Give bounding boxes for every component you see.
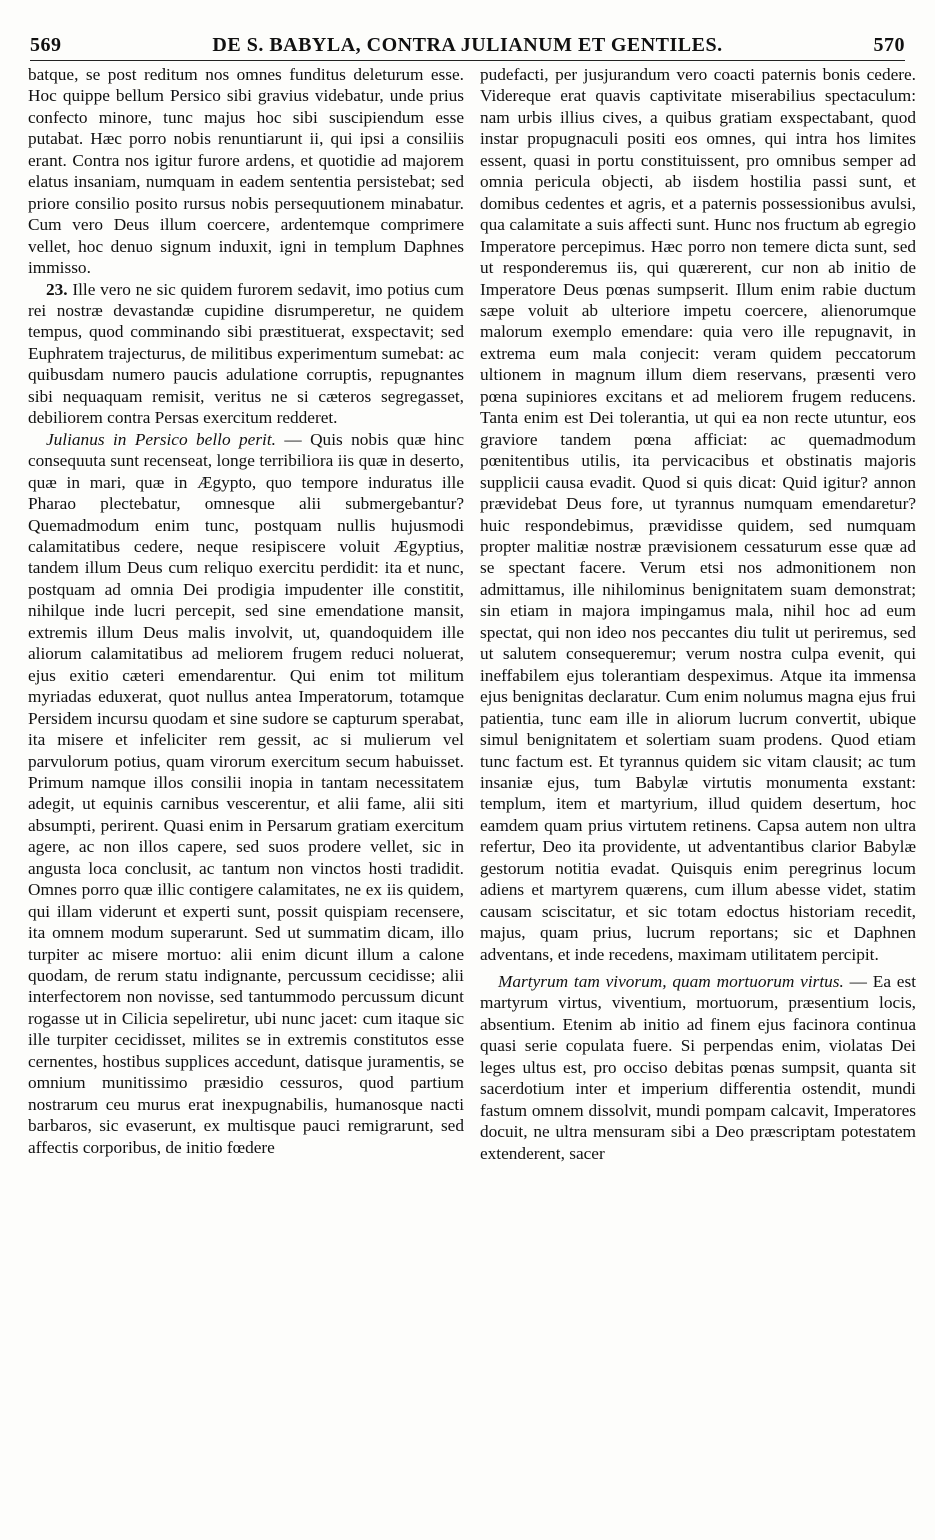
running-head bbox=[30, 34, 905, 61]
right-column bbox=[480, 64, 916, 1524]
left-paragraph-2-text: Ille vero ne sic quidem furorem sedavit, imo potius cum rei nostræ devastandæ cupidine disrumperetur, ne quidem tempus, quod comminando sibi præstituerat, exspectavit; sed Euphratem trajecturus, de militibus experimentum sumebat: ac quibusdam numero paucis adulatione corruptis, repugnantes sibi nequaquam remisit, veritus ne si cæteros segregasset, debiliorem contra Persas exercitum redderet. bbox=[28, 279, 464, 428]
running-title: DE S. BABYLA, CONTRA JULIANUM ET GENTILES. bbox=[212, 34, 723, 56]
right-paragraph-1: pudefacti, per jusjurandum vero coacti paternis bonis cedere. Videreque erat quavis captivitate miserabilius spectaculum: nam urbis illius cives, a quibus gratiam exspectabant, quod instar propugnaculi positi eos omnes, qui intra hos limites essent, quasi in portu constituissent, pro omnibus semper ad omnia pericula objecti, ab iisdem hostilia passi sunt, et domibus cedentes et agris, et a paternis possessionibus avulsi, qua calamitate a suis affecti sunt. Hunc nos fructum ab egregio Imperatore percepimus. Hæc porro non temere dicta sunt, sed ut responderemus iis, qui quærerent, cur non ab initio de Imperatore Deus pœnas sumpserit. Illum enim rabie ductum sæpe voluit ab ulteriore impetu coercere, alienorumque malorum exemplo emendare: quia vero ille repugnavit, in extrema eum mala conjecit: veram quidem peccatorum ultionem in magnum illum diem reservans, præsenti vero pœna supiniores excitans et ad meliorem frugem reducens. Tanta enim est Dei tolerantia, ut qui ea non recte utuntur, eos graviore tandem pœna afficiat: ac quemadmodum pœnitentibus utilis, ita pervicacibus et obstinatis majoris supplicii causa evadit. Quod si quis dicat: Quid igitur? annon prævidebat Deus fore, ut tyrannus numquam emendaretur? huic respondebimus, prævidisse quidem, sed numquam propter malitiæ nostræ prævisionem cessaturum esse quæ ad se spectant facere. Verum etsi nos admonitionem non admittamus, ille nihilominus benignitatem suam demonstrat; sin etiam in majora impingamus mala, nihil hoc ad eum spectat, qui non ideo nos peccantes diu tulit ut periremus, sed ut salutem consequeremur; verum nostra culpa evenit, qui ineffabilem ejus tolerantiam despeximus. Atque ita immensa ejus benignitas declaratur. Cum enim nolumus magna ejus frui patientia, tunc eam ille in aliorum lucrum convertit, ubique simul benignitatem et solertiam suam prodens. Quod etiam tunc factum est. Et tyrannus quidem sic vitam clausit; ac tum insaniæ ejus, tum Babylæ virtutis monumenta exstant: templum, item et martyrium, illud quidem desertum, hoc eamdem quam prius virtutem retinens. Capsa autem non ultra refertur, Deo ita providente, ut adventantibus clarior Babylæ gestorum notitia evadat. Quisquis enim peregrinus locum adiens et martyrem quærens, cum illum abesse videt, statim causam sciscitatur, et sic totam edoctus historiam recedit, majus, quam prius, lucrum reportans; sic et Daphnen adventans, et inde recedens, maximam utilitatem percipit. bbox=[480, 65, 916, 964]
left-column bbox=[28, 64, 464, 1524]
marginal-heading-julianus: Julianus in Persico bello perit. bbox=[46, 429, 276, 449]
right-paragraph-2-text: — Ea est martyrum virtus, viventium, mortuorum, præsentium locis, absentium. Etenim ab initio ad finem ejus facinora continua quasi serie copulata fuere. Si perpendas enim, violatas Dei leges ultus est, pro occiso debitas pœnas sumpsit, quanta sit sacerdotium inter et imperium differentia ostendit, mundi fastum omnem dissolvit, mundi pompam calcavit, Imperatores docuit, ne ultra mensuram sibi a Deo præscriptam potestatem extenderent, sacer bbox=[480, 972, 916, 1163]
right-paragraph-2 bbox=[480, 971, 916, 1164]
marginal-heading-martyrum: Martyrum tam vivorum, quam mortuorum virtus. bbox=[498, 972, 844, 992]
page-number-left: 569 bbox=[30, 34, 62, 56]
section-number: 23. bbox=[46, 279, 68, 299]
left-paragraph-3 bbox=[28, 429, 464, 1158]
left-paragraph-3-text: — Quis nobis quæ hinc consequuta sunt recenseat, longe terribiliora iis quæ in deserto, quæ in mari, quæ in Ægypto, quo tempore induratus ille Pharao plectebatur, omnesque alii submergebantur? Quemadmodum enim tunc, postquam nullis hujusmodi calamitatibus cedere, neque resipiscere voluit Ægyptius, tandem illum Deus cum reliquo exercitu perdidit: ita et nunc, postquam ad omnia Dei prodigia impudenter ille constitit, nihilque inde lucri percepit, sed sine emendatione mansit, extremis illum Deus malis involvit, ut, quandoquidem ille aliorum calamitatibus ad meliorem frugem reduci noluerat, ejus exitio cæteri emendarentur. Qui enim tot militum myriadas eduxerat, quot nullus antea Imperatorum, totamque Persidem incursu quodam et sine sudore se capturum sperabat, ita misere et infeliciter rem gessit, ac si mulierum vel parvulorum potius, quam virorum exercitum secum habuisset. Primum namque illos consilii inopia in tantam necessitatem adegit, ut equinis carnibus vescerentur, et alii fame, alii siti absumpti, perirent. Quasi enim in Persarum gratiam exercitum agere, ac non illos capere, sed suos prodere vellet, sic in angusta loca conclusit, ac tantum non vinctos hosti tradidit. Omnes porro quæ illic contigere calamitates, ne ex iis quidem, qui illam viderunt et experti sunt, possit quispiam recensere, ita omnem modum superarunt. Sed ut summatim dicam, illo turpiter ac misere mortuo: alii enim dicunt illum a calone quodam, de rerum statu indignante, percussum cecidisse; alii interfectorem non novisse, sed tantummodo percussum dicunt rogasse ut in Cilicia sepeliretur, ubi nunc jacet: cum itaque sic ille turpiter cecidisset, milites se in extremis constitutos esse cernentes, hostibus supplices accedunt, datisque juramentis, se omnium munitissimo præsidio cessuros, quod partium nostrarum ceu murus erat inexpugnabilis, humanosque nacti barbaros, sic evaserunt, ex multisque pauci remigrarunt, sed affectis corporibus, de initio fœdere bbox=[28, 429, 464, 1157]
left-paragraph-1: batque, se post reditum nos omnes funditus deleturum esse. Hoc quippe bellum Persico sibi gravius videbatur, unde prius confecto minore, tunc majus hoc sibi suscipiendum esse putabat. Hæc porro nobis renuntiarunt ii, qui ipsi a consiliis erant. Contra nos igitur furore ardens, et quotidie ad majorem elatus insaniam, numquam in eadem sententia persistebat; sed priore consilio posito rursus nobis persequutionem minabatur. Cum vero Deus illum coercere, ardentemque comprimere vellet, hoc denuo signum induxit, igni in templum Daphnes immisso. bbox=[28, 65, 464, 278]
page-number-right: 570 bbox=[873, 34, 905, 56]
left-paragraph-2 bbox=[28, 279, 464, 429]
